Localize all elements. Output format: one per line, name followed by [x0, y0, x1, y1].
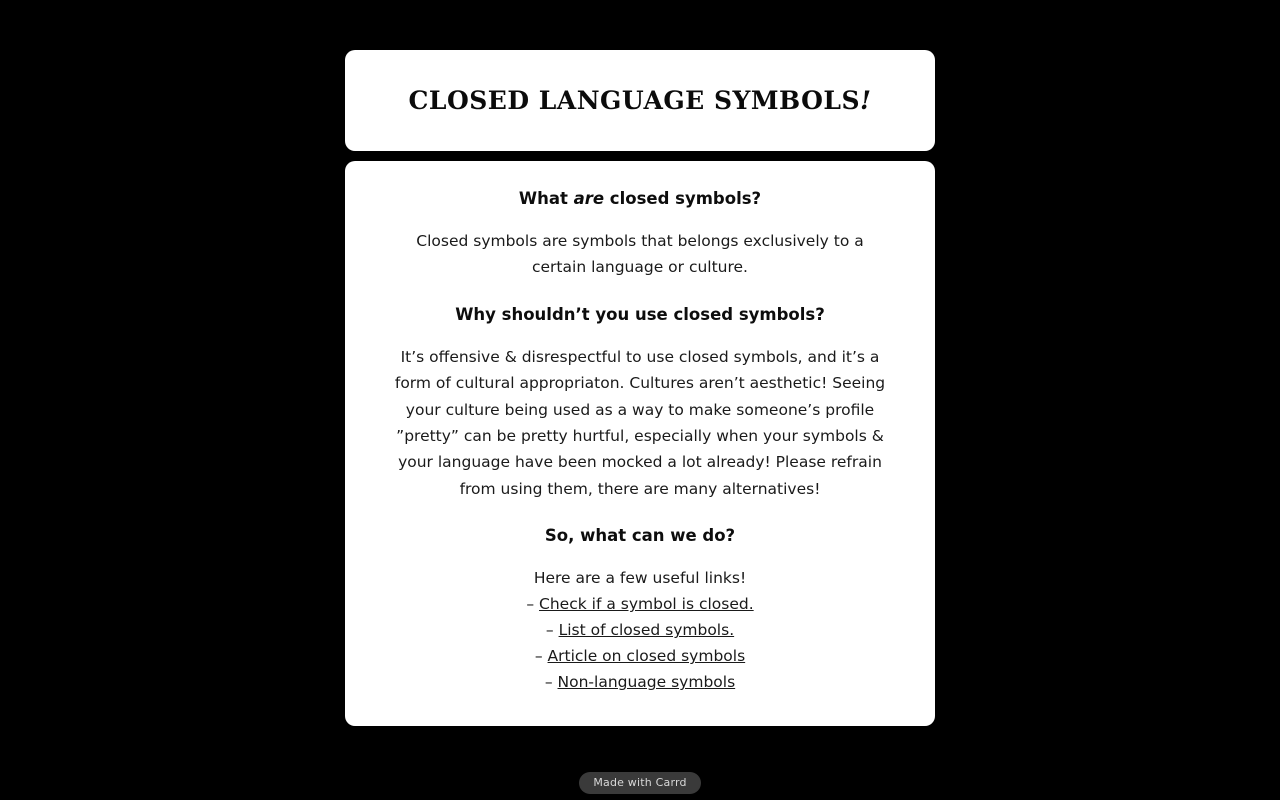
link-dash-4: –: [544, 673, 553, 692]
header-card: [345, 50, 935, 151]
question-1-emphasis: are: [573, 189, 605, 208]
link-list-of-closed-symbols[interactable]: List of closed symbols.: [558, 621, 735, 640]
answer-paragraph-2: It’s offensive & disrespectful to use closed symbols, and it’s a form of cultural appropriaton. Cultures aren’t aesthetic! Seeing your culture being used as a way to make someone’s profile ”pretty” can be pretty hurtful, especially when your symbols & your language have been mocked a lot already! Please refrain from using them, there are many alternatives!: [394, 347, 886, 498]
footer-badge-container: [0, 772, 1280, 794]
link-line-2: [381, 617, 899, 643]
link-dash-2: –: [545, 621, 554, 640]
question-heading-2: Why shouldn’t you use closed symbols?: [455, 304, 825, 324]
link-non-language-symbols[interactable]: Non-language symbols: [557, 673, 736, 692]
made-with-carrd-badge[interactable]: Made with Carrd: [579, 772, 700, 794]
question-1-suffix: closed symbols?: [604, 189, 762, 208]
question-1-prefix: What: [518, 189, 574, 208]
link-article-on-closed-symbols[interactable]: Article on closed symbols: [547, 647, 746, 666]
link-dash-3: –: [534, 647, 543, 666]
page-title: [408, 88, 871, 113]
links-intro-text: Here are a few useful links!: [533, 569, 747, 588]
page-title-exclamation: !: [860, 86, 872, 115]
question-heading-3: So, what can we do?: [544, 525, 736, 545]
link-line-1: [381, 591, 899, 617]
page-title-text: CLOSED LANGUAGE SYMBOLS: [408, 86, 861, 115]
question-heading-1: [381, 187, 899, 210]
link-check-if-symbol-closed[interactable]: Check if a symbol is closed.: [539, 595, 754, 614]
link-line-3: [381, 643, 899, 669]
link-dash-1: –: [526, 595, 535, 614]
link-line-4: [381, 669, 899, 695]
content-card: [345, 161, 935, 726]
answer-paragraph-1: Closed symbols are symbols that belongs exclusively to a certain language or culture.: [416, 232, 864, 277]
